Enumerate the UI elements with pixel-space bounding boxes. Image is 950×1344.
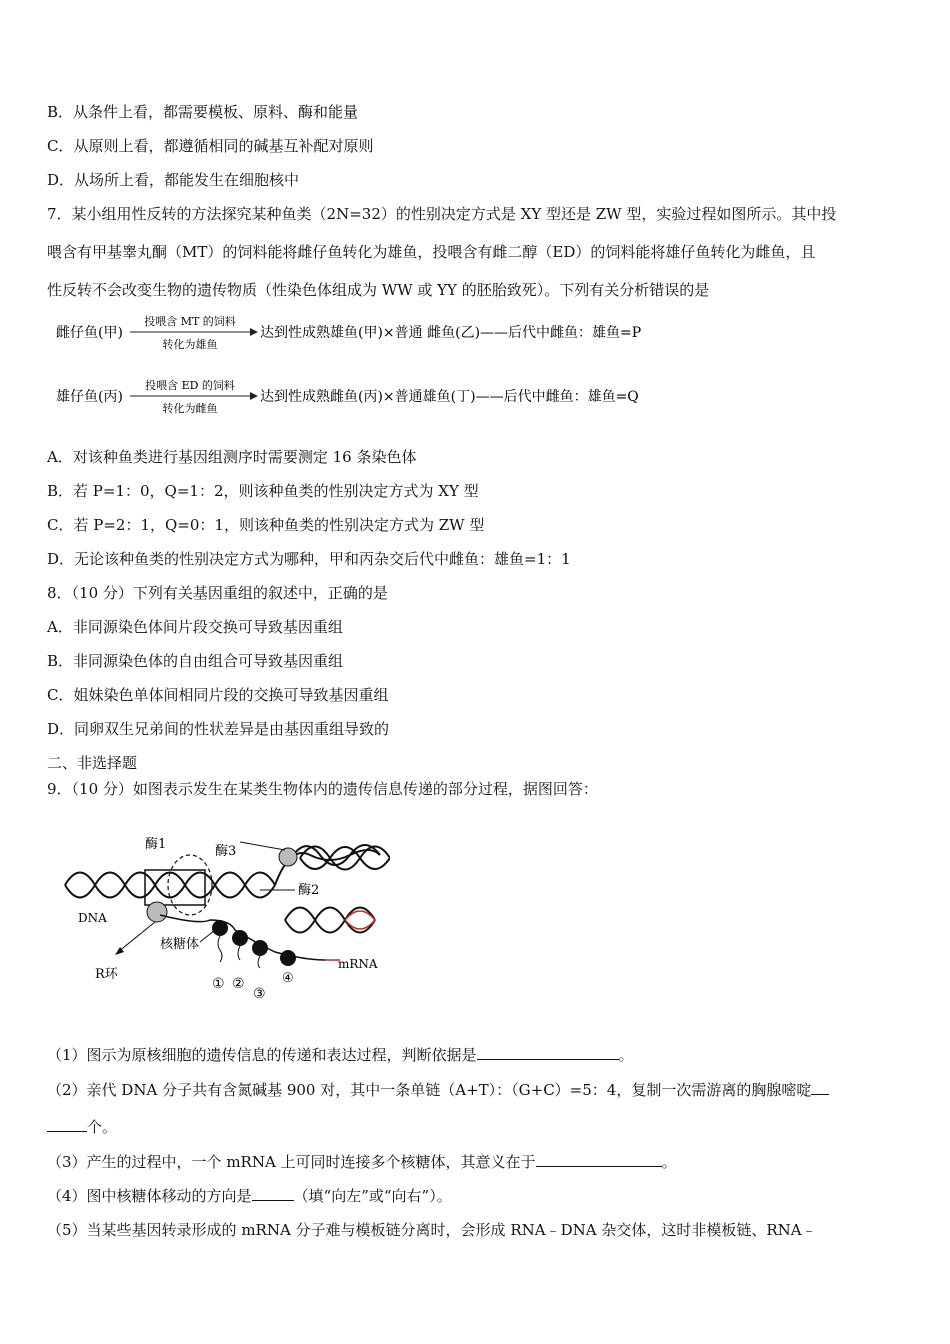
q6-option-b: B．从条件上看，都需要模板、原料、酶和能量 [47,103,359,121]
flow1-arrow-top: 投喂含 MT 的饲料 [144,315,236,328]
q9-sub2-blank-a[interactable] [811,1080,829,1095]
q7-option-d: D．无论该种鱼类的性别决定方式为哪种，甲和丙杂交后代中雌鱼：雄鱼=1：1 [47,550,571,568]
q9-sub2-end: 个。 [87,1118,118,1136]
q9-sub2 [47,1080,829,1100]
q8-option-a: A．非同源染色体间片段交换可导致基因重组 [47,618,343,636]
q7-stem-line3: 性反转不会改变生物的遗传物质（性染色体组成为 WW 或 YY 的胚胎致死）。下列有关分析错误的是 [47,281,710,299]
q9-sub2-text: （2）亲代 DNA 分子共有含氮碱基 900 对，其中一条单链（A+T）：（G+C）=5：4，复制一次需游离的胸腺嘧啶 [47,1081,812,1099]
dna-strand-left-b [65,873,275,898]
flow2-start: 雄仔鱼(丙) [56,389,123,405]
peptide-chain-3 [258,956,260,968]
q9-sub1-end: 。 [618,1046,634,1064]
q9-sub3-end: 。 [661,1153,677,1171]
q6-option-d: D．从场所上看，都能发生在细胞核中 [47,171,300,189]
q9-sub1-text: （1）图示为原核细胞的遗传信息的传递和表达过程，判断依据是 [47,1046,477,1064]
rloop-pointer [118,922,155,952]
peptide-chain-2 [238,946,240,960]
mrna-label: mRNA [338,957,378,971]
ribosome-3 [252,940,268,956]
dna-strand-left-a [65,873,275,898]
label-1: ① [212,976,225,992]
flow1-start: 雌仔鱼(甲) [56,325,123,341]
enzyme3-ball [279,848,297,866]
q7-flow-diagram-2 [50,374,750,424]
label-4: ④ [282,971,294,986]
rloop-label: R环 [95,967,118,982]
q9-sub5: （5）当某些基因转录形成的 mRNA 分子难与模板链分离时，会形成 RNA﹣DNA 杂交体，这时非模板链、RNA﹣ [47,1221,817,1239]
q9-sub4-text-a: （4）图中核糖体移动的方向是 [47,1187,252,1205]
q8-option-c: C．姐妹染色单体间相同片段的交换可导致基因重组 [47,686,389,704]
section-heading: 二、非选择题 [47,754,138,772]
q9-sub1 [47,1045,634,1065]
q6-option-c: C．从原则上看，都遵循相同的碱基互补配对原则 [47,137,374,155]
ribosome-2 [232,930,248,946]
q7-flow-diagram-1 [50,310,750,360]
q7-stem-line2: 喂含有甲基睾丸酮（MT）的饲料能将雌仔鱼转化为雄鱼，投喂含有雌二醇（ED）的饲料能将雄仔鱼转化为雌鱼，且 [47,243,816,261]
enzyme2-label: 酶2 [298,883,320,898]
peptide-chain-1 [218,936,222,962]
q9-sub2-cont [47,1117,117,1137]
q9-sub1-blank[interactable] [477,1045,619,1060]
ribosome-pointer [200,930,215,942]
flow2-rest: 达到性成熟雌鱼(丙)×普通雄鱼(丁)——后代中雌鱼：雄鱼=Q [260,389,639,405]
dna-label: DNA [78,911,107,925]
q9-sub3 [47,1152,677,1172]
q9-sub4-blank[interactable] [252,1186,294,1201]
q9-sub2-blank-b[interactable] [47,1117,87,1132]
flow1-arrow-bottom: 转化为雄鱼 [162,338,218,351]
q8-option-b: B．非同源染色体的自由组合可导致基因重组 [47,652,344,670]
label-3: ③ [253,986,266,1002]
flow2-arrow-bottom: 转化为雌鱼 [162,402,218,415]
ribosome-4 [280,950,296,966]
q8-option-d: D．同卵双生兄弟间的性状差异是由基因重组导致的 [47,720,390,738]
q9-sub3-text: （3）产生的过程中，一个 mRNA 上可同时连接多个核糖体，其意义在于 [47,1153,536,1171]
rna-polymerase-ball [147,902,167,922]
enzyme3-pointer [240,842,285,850]
enzyme1-label: 酶1 [145,837,167,852]
flow1-rest: 达到性成熟雄鱼(甲)×普通 雌鱼(乙)——后代中雌鱼：雄鱼=P [260,325,642,341]
q9-sub4 [47,1186,452,1206]
ribosome-1 [212,920,228,936]
q9-sub4-text-b: （填“向左”或“向右”）。 [293,1187,452,1205]
q8-stem: 8．（10 分）下列有关基因重组的叙述中，正确的是 [47,584,388,602]
ribosome-label: 核糖体 [160,937,200,952]
q9-figure [60,830,390,1010]
enzyme3-label: 酶3 [215,844,237,859]
q9-sub3-blank[interactable] [536,1152,662,1167]
q7-option-b: B．若 P=1：0，Q=1：2，则该种鱼类的性别决定方式为 XY 型 [47,482,479,500]
q7-option-c: C．若 P=2：1，Q=0：1，则该种鱼类的性别决定方式为 ZW 型 [47,516,485,534]
q9-stem: 9．（10 分）如图表示发生在某类生物体内的遗传信息传递的部分过程，据图回答： [47,780,598,798]
q7-stem-line1: 7．某小组用性反转的方法探究某种鱼类（2N=32）的性别决定方式是 XY 型还是 ZW 型，实验过程如图所示。其中投 [47,205,837,223]
label-2: ② [232,976,245,992]
q7-option-a: A．对该种鱼类进行基因组测序时需要测定 16 条染色体 [47,448,417,466]
flow2-arrow-top: 投喂含 ED 的饲料 [145,379,235,392]
